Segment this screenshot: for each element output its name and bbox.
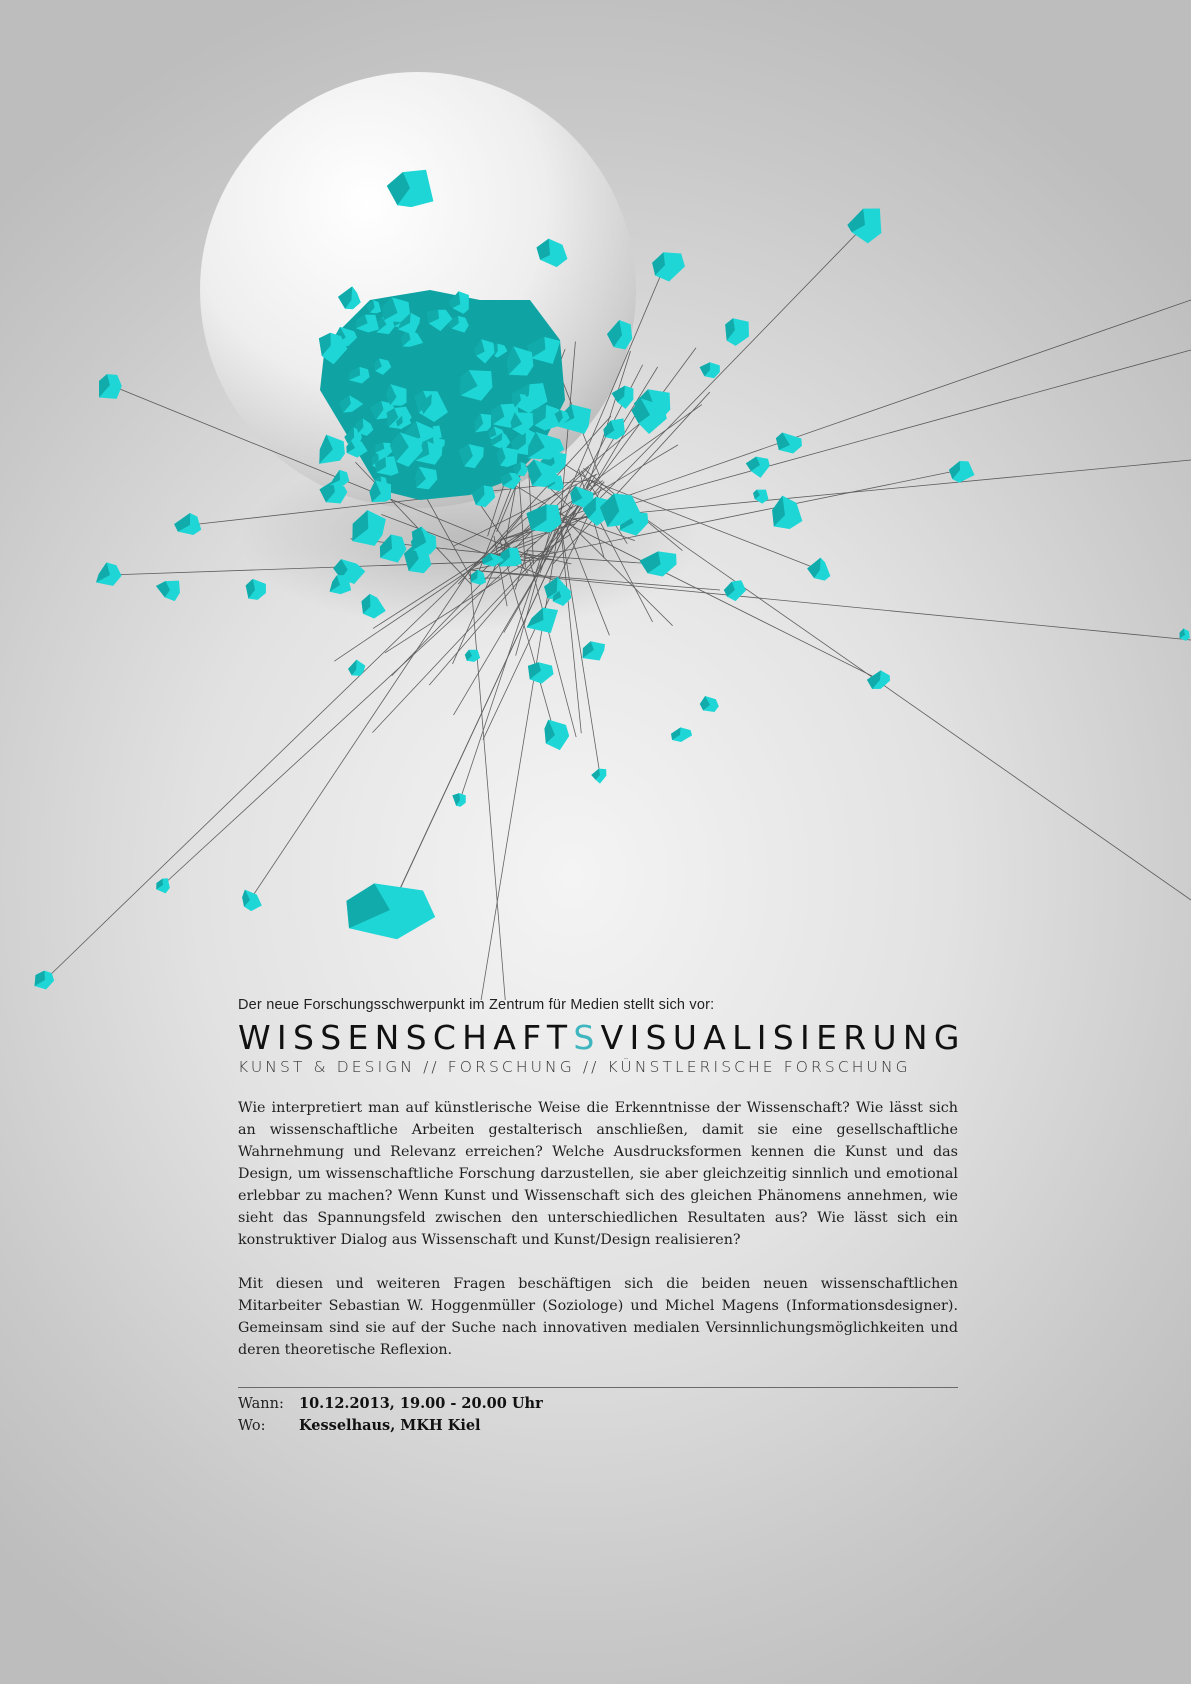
fragment-shard bbox=[671, 727, 692, 742]
cluster-shard bbox=[497, 447, 518, 467]
title-part-2: VISUALISIERUNG bbox=[600, 1018, 966, 1057]
fragment-shard bbox=[652, 252, 685, 281]
fragment-shard bbox=[725, 318, 749, 346]
cluster-shard bbox=[583, 641, 605, 660]
fragment-shard bbox=[724, 580, 746, 601]
when-label: Wann: bbox=[238, 1396, 284, 1412]
fragment-shard bbox=[776, 433, 802, 454]
connection-line bbox=[590, 480, 1191, 900]
where-value: Kesselhaus, MKH Kiel bbox=[299, 1417, 481, 1434]
event-when bbox=[238, 1393, 958, 1415]
poster-subtitle: KUNST & DESIGN // FORSCHUNG // KÜNSTLERISCHE FORSCHUNG bbox=[238, 1058, 911, 1076]
cluster-shard bbox=[603, 418, 625, 439]
fragment-shard bbox=[452, 793, 465, 807]
fragment-shard bbox=[99, 374, 122, 399]
fragment-shard bbox=[591, 769, 606, 784]
cluster-shard bbox=[528, 662, 554, 683]
fragment-shard bbox=[772, 496, 802, 529]
title-part-1: WISSENSCHAFT bbox=[238, 1018, 574, 1057]
fragment-shard bbox=[246, 579, 266, 600]
fragment-shard bbox=[949, 461, 975, 483]
poster-text bbox=[238, 997, 966, 1437]
event-where bbox=[238, 1415, 958, 1437]
cluster-shard bbox=[348, 660, 365, 676]
intro-line: Der neue Forschungsschwerpunkt im Zentrum für Medien stellt sich vor: bbox=[238, 997, 715, 1013]
fragment-shard bbox=[96, 562, 122, 586]
fragment-shard bbox=[700, 362, 720, 378]
cluster-shard bbox=[612, 386, 634, 409]
fragment-shard bbox=[807, 558, 830, 581]
poster-title bbox=[238, 1018, 966, 1057]
connection-line bbox=[470, 570, 520, 1000]
title-accent-letter: S bbox=[573, 1018, 601, 1057]
event-details bbox=[238, 1393, 958, 1437]
cluster-shard bbox=[465, 650, 480, 662]
fragment-shard bbox=[242, 890, 262, 912]
fragment-shard bbox=[544, 720, 569, 750]
fragment-shard bbox=[700, 696, 719, 712]
fragment-shard bbox=[746, 457, 770, 478]
divider bbox=[238, 1387, 958, 1388]
where-label: Wo: bbox=[238, 1418, 266, 1434]
when-value: 10.12.2013, 19.00 - 20.00 Uhr bbox=[299, 1395, 543, 1412]
paragraph-team: Mit diesen und weiteren Fragen beschäftigen sich die beiden neuen wissenschaftlichen Mitarbeiter Sebastian W. Hoggenmüller (Soziologe) und Michel Magens (Informationsdesigner). Gemeinsam sind sie auf der Suche nach innovativen medialen Versinnlichungsmöglichkeiten und deren theoretische Reflexion. bbox=[238, 1276, 958, 1358]
paragraph-questions: Wie interpretiert man auf künstlerische Weise die Erkenntnisse der Wissenschaft? Wie lässt sich an wissenschaftliche Arbeiten gestalterisch anschließen, damit sie eine gesellschaftliche Wahrnehmung und Relevanz erreichen? Welche Ausdrucksformen kennen die Kunst und das Design, um wissenschaftliche Forschung darzustellen, sie aber gleichzeitig sinnlich und emotional erlebbar zu machen? Wenn Kunst und Wissenschaft sich des gleichen Phänomens annehmen, wie sieht das Spannungsfeld zwischen den unterschiedlichen Resultaten aus? Wie lässt sich ein konstruktiver Dialog aus Wissenschaft und Kunst/Design realisieren? bbox=[238, 1100, 958, 1248]
fragment-shard bbox=[156, 878, 170, 893]
fragment-shard bbox=[867, 670, 890, 689]
fragment-shard bbox=[156, 581, 180, 602]
fragment-shard bbox=[174, 513, 201, 535]
fragment-shard bbox=[346, 883, 435, 939]
fragment-shard bbox=[34, 971, 54, 990]
